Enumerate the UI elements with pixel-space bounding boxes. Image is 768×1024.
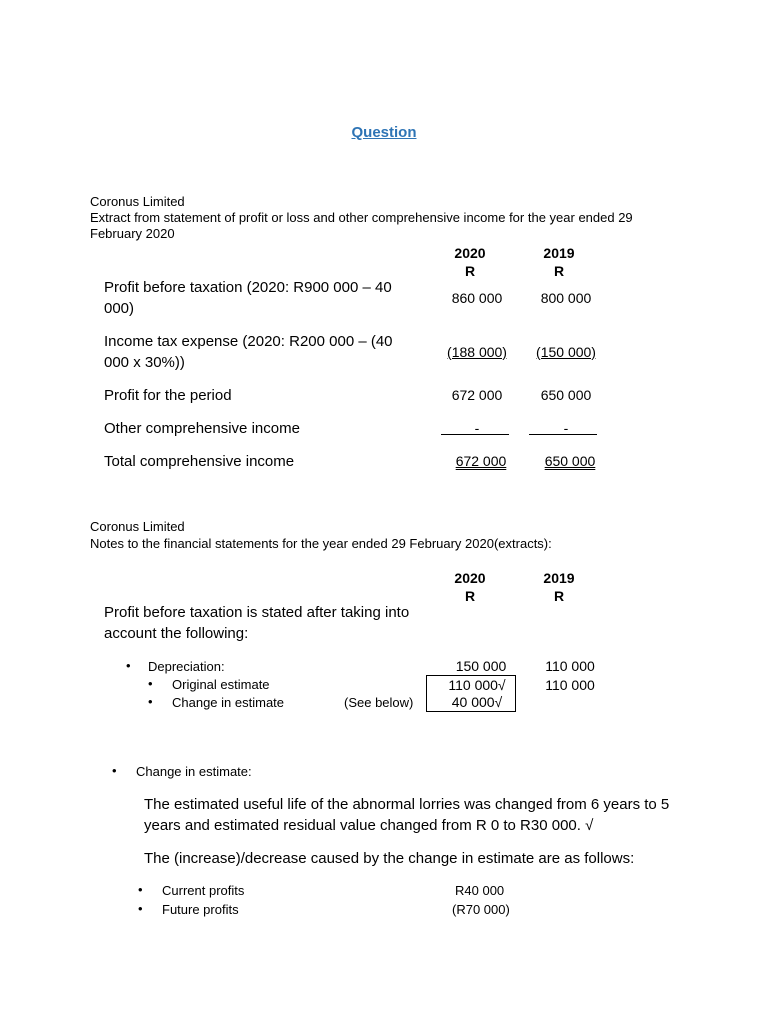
company-name: Coronus Limited	[90, 519, 185, 534]
bullet-icon: •	[112, 763, 117, 778]
row-value-2019: 800 000	[540, 290, 592, 306]
row-label: Other comprehensive income	[104, 420, 300, 437]
effect-value: R40 000	[455, 883, 505, 898]
bullet-icon: •	[148, 676, 153, 691]
col-header-2019: 2019	[543, 245, 575, 261]
effect-label: Current profits	[162, 883, 245, 898]
col-unit-2020: R	[464, 263, 476, 279]
bullet-icon: •	[126, 658, 131, 673]
row-value-2019: -	[563, 420, 569, 436]
page-title: Question	[351, 124, 417, 141]
original-estimate-2019: 110 000	[545, 677, 595, 693]
effect-value: (R70 000)	[452, 902, 510, 917]
pbt-note: Profit before taxation is stated after taking into account the following:	[104, 604, 410, 642]
col-header-2019: 2019	[543, 570, 575, 586]
row-value-2020: -	[474, 420, 480, 436]
row-value-2019: (150 000)	[536, 344, 596, 360]
col-header-2020: 2020	[454, 570, 486, 586]
row-label: Total comprehensive income	[104, 453, 295, 470]
row-label: Profit before taxation (2020: R900 000 – 40 000)	[104, 279, 392, 317]
col-unit-2020: R	[464, 588, 476, 604]
change-paragraph: The estimated useful life of the abnormal lorries was changed from 6 years to 5 years and estimated residual value changed from R 0 to R30 000. √	[144, 796, 670, 834]
row-value-2020: 672 000	[451, 387, 503, 403]
original-estimate-label: Original estimate	[172, 677, 270, 692]
see-below-note: (See below)	[344, 695, 414, 710]
col-unit-2019: R	[553, 588, 565, 604]
row-value-2019: 650 000	[540, 387, 592, 403]
row-value-2020: 860 000	[451, 290, 503, 306]
bullet-icon: •	[138, 882, 143, 897]
change-heading: Change in estimate:	[136, 764, 252, 779]
notes-title: Notes to the financial statements for the year ended 29 February 2020(extracts):	[90, 536, 552, 551]
underline-rule	[441, 434, 509, 435]
row-value-2020: 672 000	[455, 453, 507, 469]
col-unit-2019: R	[553, 263, 565, 279]
depreciation-2020: 150 000	[455, 658, 507, 674]
change-estimate-label: Change in estimate	[172, 695, 285, 710]
row-value-2020: (188 000)	[447, 344, 507, 360]
highlight-box	[426, 675, 516, 712]
bullet-icon: •	[148, 694, 153, 709]
row-label: Profit for the period	[104, 387, 232, 404]
change-estimate-2020: 40 000√	[451, 694, 503, 710]
bullet-icon: •	[138, 901, 143, 916]
row-value-2019: 650 000	[544, 453, 596, 469]
depreciation-label: Depreciation:	[148, 659, 225, 674]
col-header-2020: 2020	[454, 245, 486, 261]
underline-rule	[529, 434, 597, 435]
row-label: Income tax expense (2020: R200 000 – (40 000 x 30%))	[104, 333, 393, 371]
company-name: Coronus Limited	[90, 194, 185, 209]
extract-title: Extract from statement of profit or loss and other comprehensive income for the year ended 29 February 2020	[90, 210, 633, 241]
change-paragraph: The (increase)/decrease caused by the change in estimate are as follows:	[144, 850, 635, 867]
original-estimate-2020: 110 000√	[448, 677, 506, 693]
depreciation-2019: 110 000	[545, 658, 595, 674]
effect-label: Future profits	[162, 902, 239, 917]
